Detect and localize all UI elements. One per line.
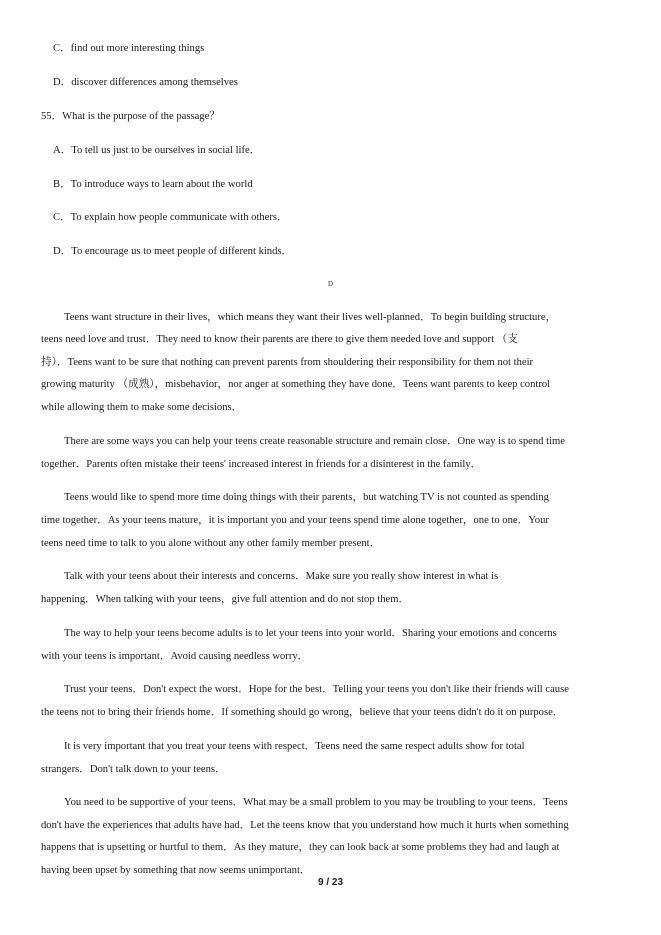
passage-line: don't have the experiences that adults have had．Let the teens know that you understand how much it hurts when something — [41, 820, 569, 831]
q55-option-b: B．To introduce ways to learn about the world — [53, 179, 253, 190]
passage-line: time together．As your teens mature，it is important you and your teens spend time alone together，one to one．Your — [41, 515, 549, 526]
passage-line: Teens want structure in their lives，which means they want their lives well-planned．To begin building structure， — [64, 312, 557, 323]
passage-line: There are some ways you can help your teens create reasonable structure and remain close．One way is to spend time — [64, 436, 565, 447]
passage-line: Teens would like to spend more time doing things with their parents，but watching TV is not counted as spending — [64, 492, 549, 503]
passage-line: with your teens is important．Avoid causing needless worry． — [41, 651, 309, 662]
passage-line: Trust your teens．Don't expect the worst．Hope for the best．Telling your teens you don't like their friends will cause — [64, 684, 569, 695]
passage-line: together．Parents often mistake their teens' increased interest in friends for a disinterest in the family． — [41, 459, 482, 470]
passage-line: 持）．Teens want to be sure that nothing can prevent parents from shouldering their responsibility for them not their — [41, 357, 534, 368]
q54-option-c: C．find out more interesting things — [53, 43, 205, 54]
passage-line: Talk with your teens about their interests and concerns．Make sure you really show interest in what is — [64, 571, 499, 582]
passage-line: happening．When talking with your teens，give full attention and do not stop them． — [41, 594, 410, 605]
passage-line: growing maturity （成熟），misbehavior，nor anger at something they have done．Teens want parents to keep control — [41, 379, 551, 390]
passage-line: You need to be supportive of your teens．What may be a small problem to you may be troubling to your teens．Teens — [64, 797, 568, 808]
passage-line: strangers．Don't talk down to your teens． — [41, 764, 226, 775]
passage-line: the teens not to bring their friends home．If something should go wrong，believe that your teens didn't do it on purpose． — [41, 707, 564, 718]
passage-line: having been upset by something that now seems unimportant． — [41, 865, 311, 876]
q55-option-c: C．To explain how people communicate with others． — [53, 212, 288, 223]
passage-line: while allowing them to make some decisions． — [41, 402, 243, 413]
q54-option-d: D．discover differences among themselves — [53, 77, 238, 88]
section-heading: D — [328, 281, 333, 288]
page-number: 9 / 23 — [317, 877, 344, 888]
passage-line: teens need time to talk to you alone without any other family member present． — [41, 538, 381, 549]
passage-line: The way to help your teens become adults is to let your teens into your world．Sharing your emotions and concerns — [64, 628, 557, 639]
q55-option-d: D．To encourage us to meet people of different kinds． — [53, 246, 293, 257]
passage-line: teens need love and trust．They need to know their parents are there to give them needed love and support （支 — [41, 334, 518, 345]
q55-stem: 55．What is the purpose of the passage？ — [41, 111, 220, 122]
passage-line: It is very important that you treat your teens with respect．Teens need the same respect adults show for total — [64, 741, 525, 752]
q55-option-a: A．To tell us just to be ourselves in social life． — [53, 145, 261, 156]
passage-line: happens that is upsetting or hurtful to them．As they mature，they can look back at some problems they had and laugh at — [41, 842, 560, 853]
